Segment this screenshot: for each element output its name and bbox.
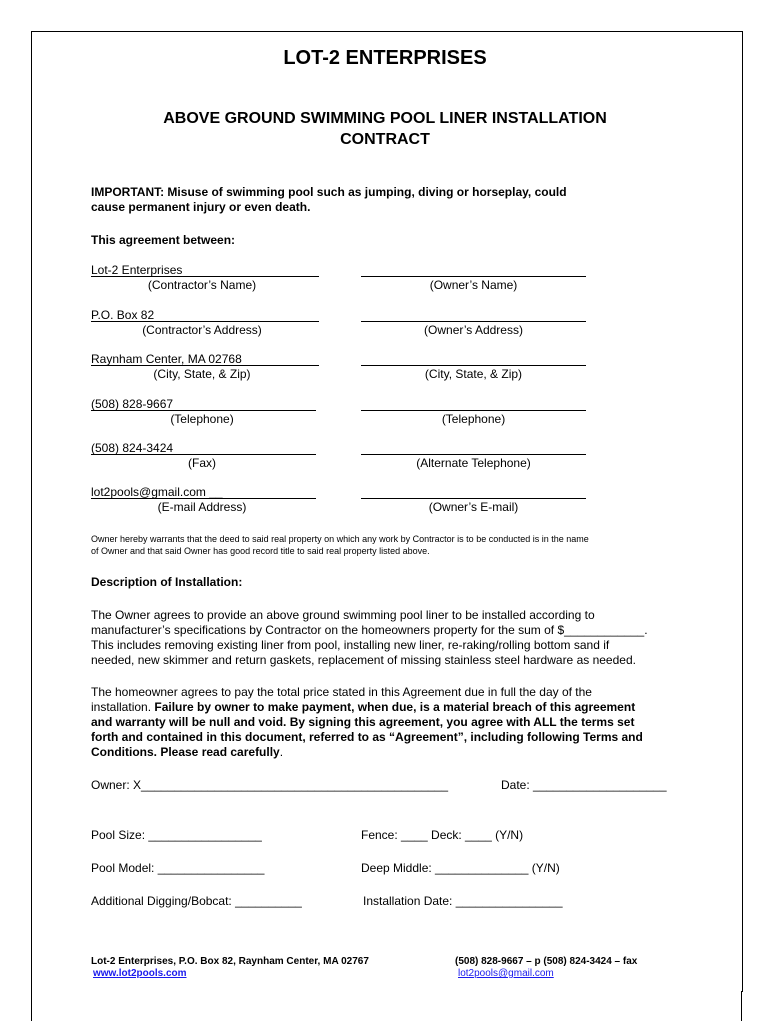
- contractor-name-line: [91, 276, 319, 277]
- owner-address-field[interactable]: [361, 321, 586, 322]
- contractor-name-value: Lot-2 Enterprises: [91, 263, 183, 277]
- footer-website-link[interactable]: www.lot2pools.com: [93, 968, 187, 979]
- contractor-fax-line: [91, 454, 316, 455]
- description-heading: Description of Installation:: [91, 575, 243, 589]
- warranty-text: [91, 533, 691, 557]
- owner-city-caption: (City, State, & Zip): [424, 367, 523, 381]
- footer-email-link[interactable]: lot2pools@gmail.com: [458, 968, 554, 979]
- pool-size-field[interactable]: Pool Size: _________________: [91, 828, 262, 842]
- agreement-between-label: This agreement between:: [91, 233, 236, 247]
- contractor-address-line: [91, 321, 319, 322]
- company-name: LOT-2 ENTERPRISES: [283, 47, 487, 69]
- warranty-line2: of Owner and that said Owner has good record title to said real property listed above.: [91, 546, 430, 556]
- payment-line3: and warranty will be null and void. By signing this agreement, you agree with ALL the terms set: [91, 715, 635, 729]
- contractor-address-value: P.O. Box 82: [91, 308, 155, 322]
- contractor-telephone-line: [91, 410, 316, 411]
- owner-name-field[interactable]: [361, 276, 586, 277]
- contractor-telephone-value: (508) 828-9667: [91, 397, 174, 411]
- footer-phones: (508) 828-9667 – p (508) 824-3424 – fax: [455, 956, 638, 967]
- payment-paragraph: [91, 685, 691, 760]
- important-warning-line1: IMPORTANT: Misuse of swimming pool such as jumping, diving or horseplay, could: [91, 185, 567, 199]
- owner-alternate-telephone-caption: (Alternate Telephone): [416, 456, 531, 470]
- description-line2: manufacturer’s specifications by Contractor on the homeowners property for the sum of $____________.: [91, 623, 648, 637]
- footer-address: Lot-2 Enterprises, P.O. Box 82, Raynham Center, MA 02767: [91, 956, 369, 967]
- payment-line5-plain: .: [279, 745, 284, 759]
- contractor-city-line: [91, 365, 319, 366]
- description-line1: The Owner agrees to provide an above ground swimming pool liner to be installed according to: [91, 608, 595, 622]
- signature-date-field[interactable]: Date: ____________________: [501, 778, 667, 792]
- payment-line5-bold: Conditions. Please read carefully: [91, 745, 280, 759]
- contractor-telephone-caption: (Telephone): [170, 412, 234, 426]
- owner-email-field[interactable]: [361, 498, 586, 499]
- owner-name-caption: (Owner’s Name): [429, 278, 518, 292]
- payment-line2: [91, 700, 691, 715]
- owner-signature-field[interactable]: Owner: X______________________________________________: [91, 778, 449, 792]
- owner-alternate-telephone-field[interactable]: [361, 454, 586, 455]
- payment-line2-bold: Failure by owner to make payment, when due, is a material breach of this agreement: [154, 700, 636, 714]
- description-paragraph: [91, 608, 691, 668]
- warranty-line1: Owner hereby warrants that the deed to said real property on which any work by Contractor is to be conducted is in the name: [91, 534, 589, 544]
- deep-middle-field[interactable]: Deep Middle: ______________ (Y/N): [361, 861, 560, 875]
- contractor-city-value: Raynham Center, MA 02768: [91, 352, 242, 366]
- fence-deck-field[interactable]: Fence: ____ Deck: ____ (Y/N): [361, 828, 524, 842]
- contractor-name-caption: (Contractor’s Name): [147, 278, 257, 292]
- border-tick-left: [31, 991, 32, 1021]
- contractor-email-value: lot2pools@gmail.com __: [91, 485, 223, 499]
- contractor-city-caption: (City, State, & Zip): [153, 367, 251, 381]
- payment-line1: The homeowner agrees to pay the total price stated in this Agreement due in full the day of the: [91, 685, 592, 699]
- owner-telephone-caption: (Telephone): [441, 412, 506, 426]
- owner-telephone-field[interactable]: [361, 410, 586, 411]
- owner-address-caption: (Owner’s Address): [424, 323, 523, 337]
- contractor-email-caption: (E-mail Address): [157, 500, 247, 514]
- contractor-fax-value: (508) 824-3424: [91, 441, 174, 455]
- pool-model-field[interactable]: Pool Model: ________________: [91, 861, 265, 875]
- border-tick-right: [741, 991, 742, 1021]
- installation-date-field[interactable]: Installation Date: ________________: [363, 894, 563, 908]
- contract-title-line2: CONTRACT: [340, 131, 430, 148]
- important-warning-line2: cause permanent injury or even death.: [91, 200, 311, 214]
- contractor-address-caption: (Contractor’s Address): [142, 323, 262, 337]
- contractor-fax-caption: (Fax): [188, 456, 216, 470]
- owner-email-caption: (Owner’s E-mail): [428, 500, 519, 514]
- payment-line4: forth and contained in this document, referred to as “Agreement”, including following Terms and: [91, 730, 643, 744]
- description-line3: This includes removing existing liner from pool, installing new liner, re-raking/rolling bottom sand if: [91, 638, 610, 652]
- contract-title-line1: ABOVE GROUND SWIMMING POOL LINER INSTALLATION: [163, 110, 607, 127]
- contractor-email-line: [91, 498, 316, 499]
- payment-line2-plain: installation.: [91, 700, 155, 714]
- owner-city-field[interactable]: [361, 365, 586, 366]
- payment-line5: [91, 745, 691, 760]
- description-line4: needed, new skimmer and return gaskets, replacement of missing stainless steel hardware as needed.: [91, 653, 636, 667]
- additional-digging-field[interactable]: Additional Digging/Bobcat: __________: [91, 894, 302, 908]
